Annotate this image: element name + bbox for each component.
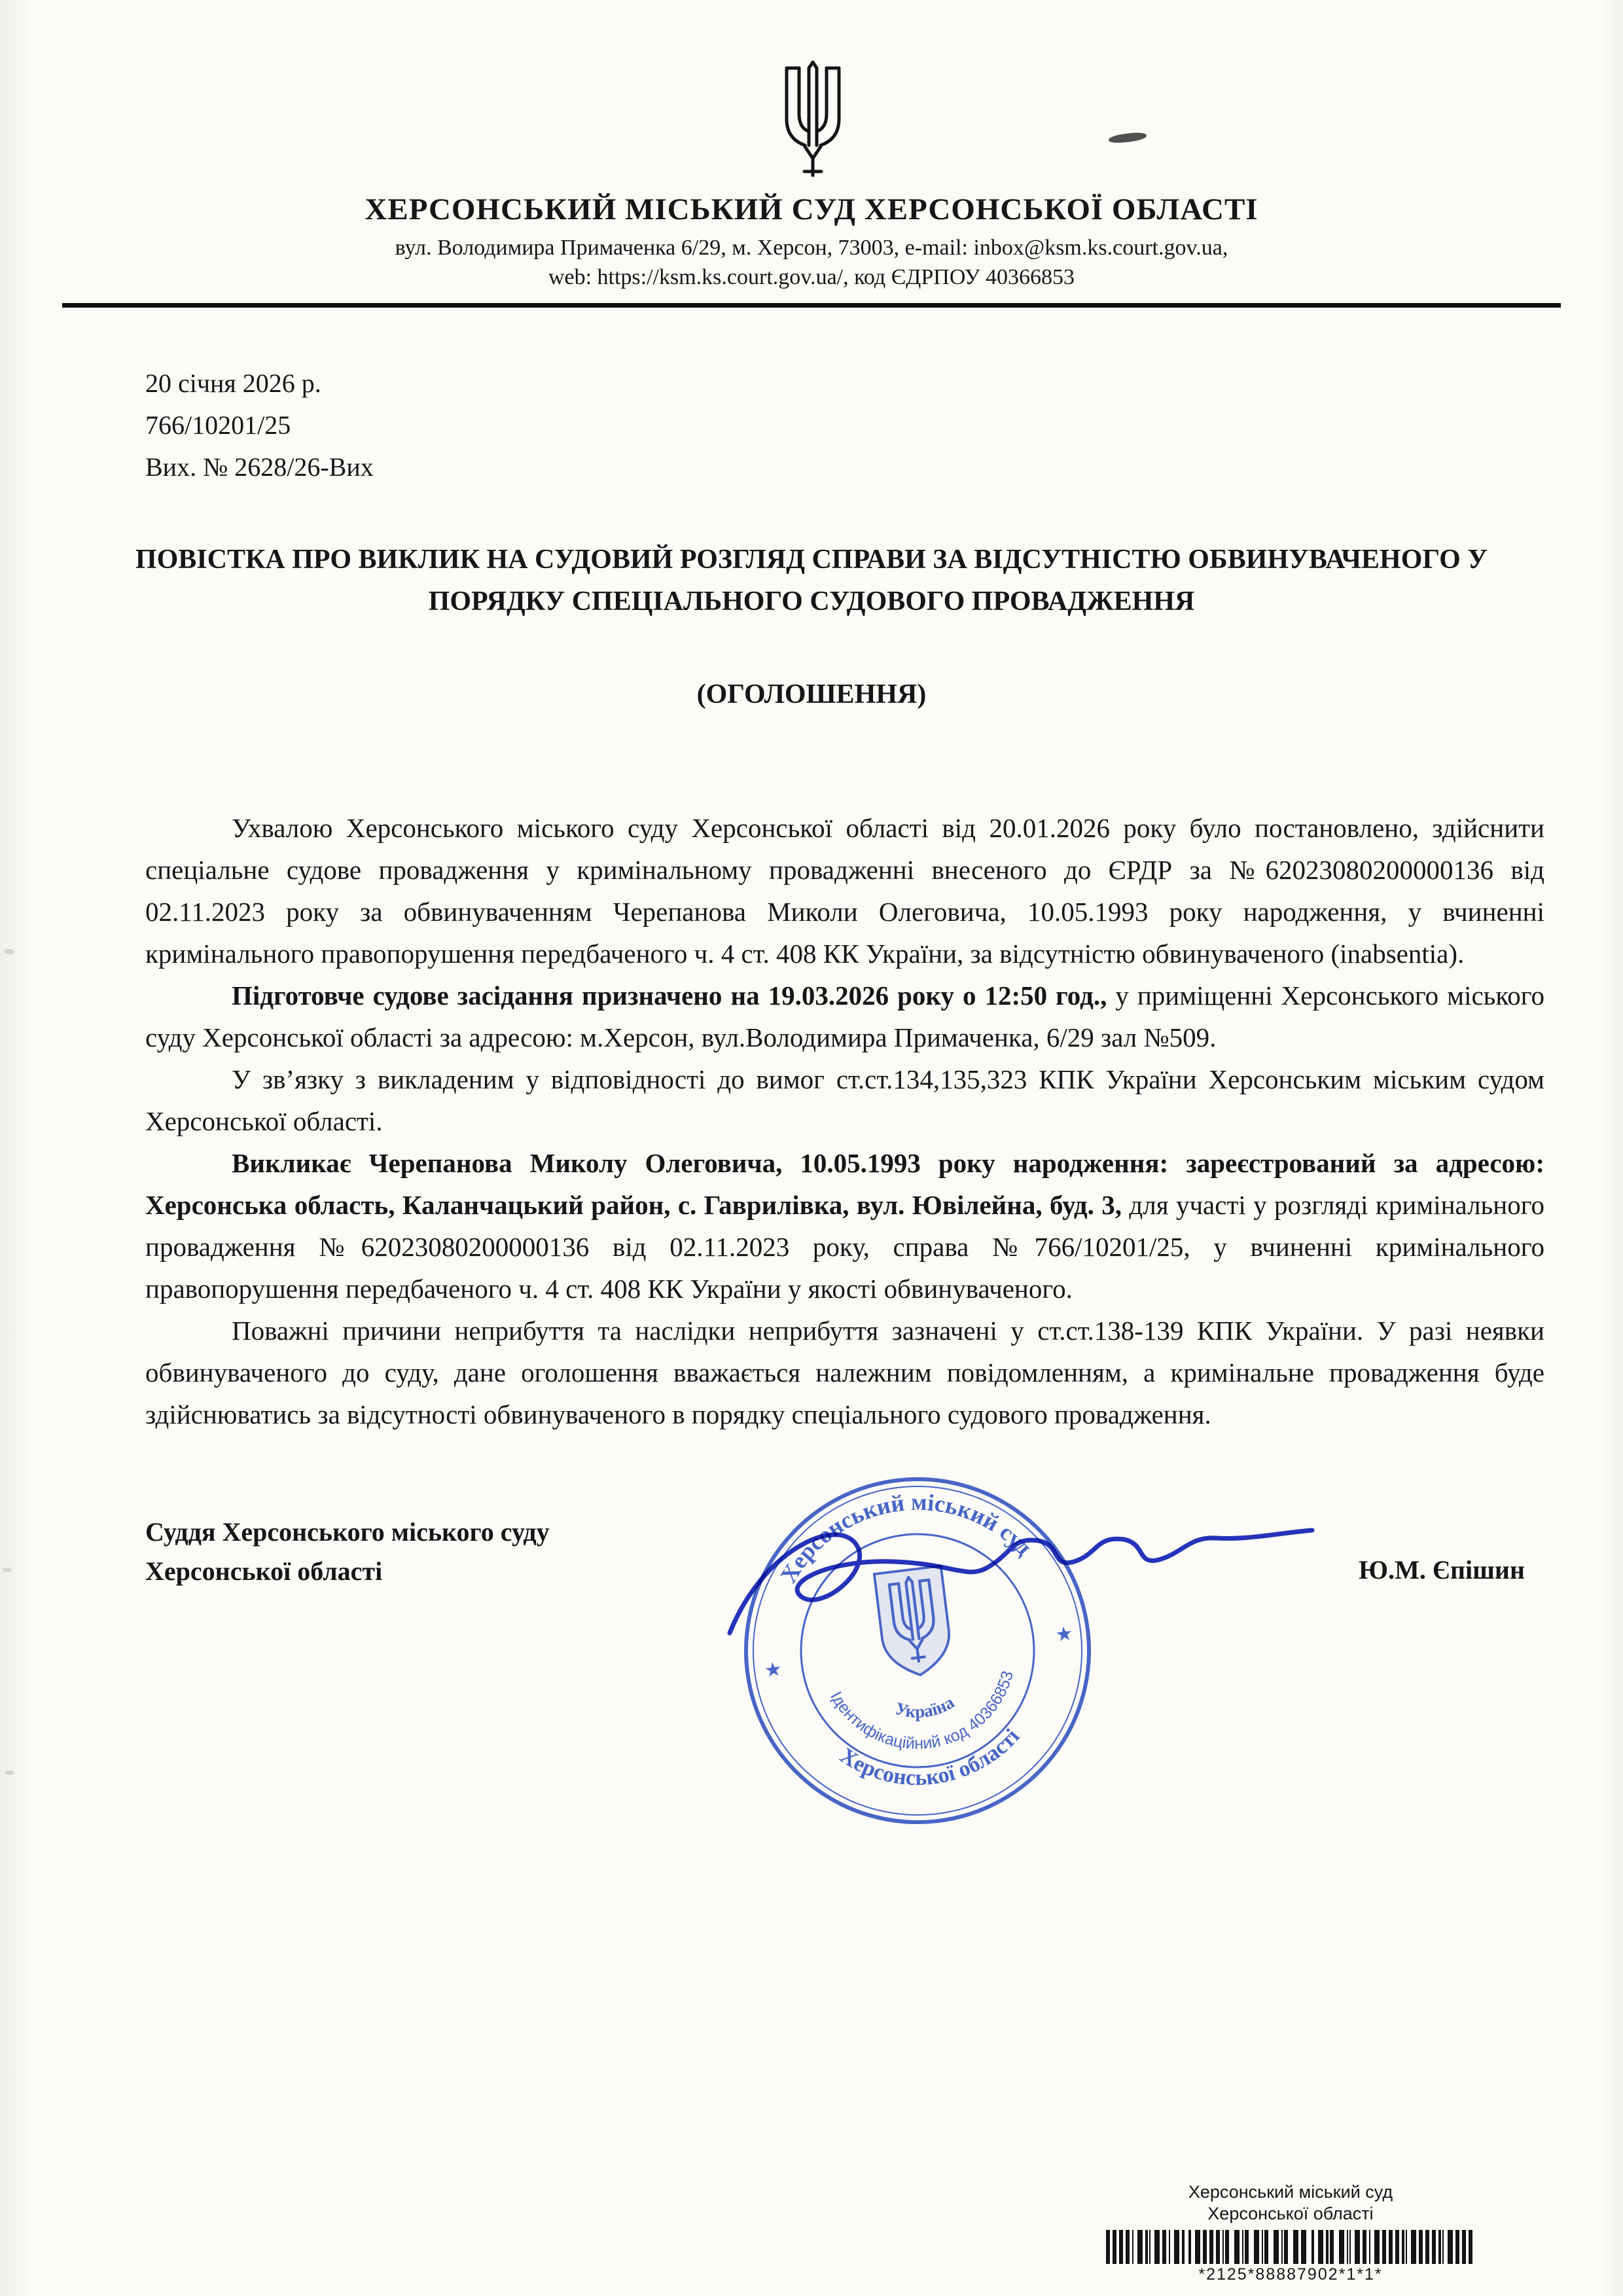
paragraph-segment: Поважні причини неприбуття та наслідки неприбуття зазначені у ст.ст.138-139 КПК України. У разі неявки обвинуваченого до суду, дане оголошення вважається належним повідомленням, а кримінальне провадження буде здійснюватись за відсутності обвинуваченого в порядку спеціального судового провадження. bbox=[145, 1316, 1544, 1430]
document-meta bbox=[145, 363, 1623, 488]
barcode-bar bbox=[1469, 2230, 1472, 2264]
barcode-bar bbox=[1162, 2230, 1166, 2264]
document-footer bbox=[1042, 2181, 1539, 2284]
barcode-bar bbox=[1169, 2230, 1170, 2264]
barcode-bar bbox=[1132, 2230, 1133, 2264]
court-stamp bbox=[713, 1446, 1122, 1855]
paragraph-segment-bold: Викликає Черепанова Миколу Олеговича, 10.05.1993 року народження: зареєстрований за адресою: Херсонська область, Каланчацький район, с. Гаврилівка, вул. Ювілейна, буд. 3, bbox=[145, 1148, 1544, 1221]
barcode-bar bbox=[1149, 2230, 1150, 2264]
barcode-bar bbox=[1106, 2230, 1110, 2264]
document-title: ПОВІСТКА ПРО ВИКЛИК НА СУДОВИЙ РОЗГЛЯД СПРАВИ ЗА ВІДСУТНІСТЮ ОБВИНУВАЧЕНОГО У ПОРЯДКУ СПЕЦІАЛЬНОГО СУДОВОГО ПРОВАДЖЕННЯ bbox=[135, 544, 1488, 617]
footer-court-line-1: Херсонський міський суд bbox=[1188, 2182, 1393, 2202]
barcode-bar bbox=[1442, 2230, 1444, 2264]
body-paragraph bbox=[145, 1142, 1544, 1310]
barcode-bar bbox=[1432, 2230, 1436, 2264]
barcode-bar bbox=[1318, 2230, 1323, 2264]
outgoing-number: Вих. № 2628/26-Вих bbox=[145, 452, 374, 482]
barcode-bar bbox=[1363, 2230, 1366, 2264]
paragraph-segment: для участі у розгляді кримінального провадження №62023080200000136 від 02.11.2023 року, справа №766/10201/25, у вчиненні кримінального правопорушення передбаченого ч. 4 ст. 408 КК України у якості обвинуваченого. bbox=[145, 1190, 1544, 1304]
barcode-bar bbox=[1330, 2230, 1334, 2264]
paragraph-segment: У зв’язку з викладеним у відповідності до вимог ст.ст.134,135,323 КПК України Херсонським міським судом Херсонської області. bbox=[145, 1064, 1544, 1137]
ukraine-trident-icon bbox=[770, 59, 853, 183]
stamp-ring-top-text: Херсонський міський суд bbox=[775, 1488, 1038, 1588]
paragraph-segment: у приміщенні Херсонського міського суду Херсонської області за адресою: м.Херсон, вул.Володимира Примаченка, 6/29 зал №509. bbox=[145, 980, 1545, 1053]
scan-edge-artifact bbox=[3, 1568, 12, 1572]
stamp-star-right: ★ bbox=[1054, 1622, 1075, 1647]
body-paragraph bbox=[145, 1310, 1544, 1435]
document-date: 20 січня 2026 р. bbox=[145, 368, 321, 398]
barcode-bar bbox=[1349, 2230, 1351, 2264]
scan-edge-artifact bbox=[5, 1770, 14, 1775]
barcode-bar bbox=[1406, 2230, 1407, 2264]
court-address-line: вул. Володимира Примаченка 6/29, м. Херсон, 73003, e-mail: inbox@ksm.ks.court.gov.ua, bbox=[395, 236, 1228, 260]
barcode-bar bbox=[1264, 2230, 1268, 2264]
footer-court-line-2: Херсонської області bbox=[1207, 2204, 1374, 2224]
stamp-country-text: Україна bbox=[893, 1692, 958, 1722]
barcode-bar bbox=[1301, 2230, 1306, 2264]
barcode-bar bbox=[1203, 2230, 1207, 2264]
barcode-bar bbox=[1222, 2230, 1224, 2264]
barcode-bar bbox=[1311, 2230, 1314, 2264]
court-web-line: web: https://ksm.ks.court.gov.ua/, код ЄДРПОУ 40366853 bbox=[548, 264, 1075, 289]
barcode-bar bbox=[1425, 2230, 1429, 2264]
barcode-bar bbox=[1347, 2230, 1348, 2264]
barcode-bar bbox=[1389, 2230, 1393, 2264]
barcode-bar bbox=[1274, 2230, 1279, 2264]
barcode-bar bbox=[1284, 2230, 1288, 2264]
paragraph-segment: Ухвалою Херсонського міського суду Херсонської області від 20.01.2026 року було постановлено, здійснити спеціальне судове провадження у кримінальному провадженні внесеного до ЄРДР за №62023080200000136 від 02.11.2023 року за обвинуваченням Черепанова Миколи Олеговича, 10.05.1993 року народження, у вчиненні кримінального правопорушення передбаченого ч. 4 ст. 408 КК України, за відсутністю обвинуваченого (inabsentia). bbox=[145, 813, 1544, 969]
document-subtitle: (ОГОЛОШЕННЯ) bbox=[696, 679, 927, 710]
barcode-bar bbox=[1369, 2230, 1370, 2264]
barcode-bar bbox=[1455, 2230, 1459, 2264]
barcode-bar bbox=[1195, 2230, 1200, 2264]
judge-title-line-2: Херсонської області bbox=[145, 1556, 383, 1587]
footer-court-name bbox=[1042, 2181, 1539, 2225]
barcode-bar bbox=[1339, 2230, 1344, 2264]
letterhead bbox=[0, 0, 1623, 308]
svg-text:Херсонської області bbox=[833, 1722, 1029, 1801]
barcode-bar bbox=[1281, 2230, 1283, 2264]
barcode-bar bbox=[1262, 2230, 1263, 2264]
stamp-ring-bottom-text: Херсонської області bbox=[835, 1724, 1025, 1791]
svg-text:Україна bbox=[891, 1691, 959, 1725]
barcode-bar bbox=[1419, 2230, 1423, 2264]
barcode-bar bbox=[1182, 2230, 1185, 2264]
barcode-bar bbox=[1113, 2230, 1116, 2264]
barcode-bar bbox=[1355, 2230, 1360, 2264]
barcode-bar bbox=[1462, 2230, 1466, 2264]
stamp-id-code-text: Ідентифікаційний код 40366853 bbox=[827, 1668, 1018, 1753]
stamp-star-left: ★ bbox=[763, 1658, 783, 1682]
case-number: 766/10201/25 bbox=[145, 410, 291, 440]
body-paragraph bbox=[145, 807, 1544, 975]
barcode-bar bbox=[1154, 2230, 1160, 2264]
paragraph-segment-bold: Підготовче судове засідання призначено на 19.03.2026 року о 12:50 год., bbox=[232, 980, 1107, 1011]
scan-edge-artifact bbox=[4, 949, 14, 954]
barcode-bar bbox=[1209, 2230, 1213, 2264]
svg-text:Ідентифікаційний код 40366853 bbox=[826, 1667, 1026, 1764]
judge-title bbox=[145, 1513, 550, 1591]
judge-title-line-1: Суддя Херсонського міського суду bbox=[145, 1517, 550, 1547]
barcode-bar bbox=[1395, 2230, 1399, 2264]
barcode-bar bbox=[1245, 2230, 1249, 2264]
barcode-bar bbox=[1374, 2230, 1380, 2264]
barcode-bar bbox=[1382, 2230, 1386, 2264]
barcode-bar bbox=[1234, 2230, 1240, 2264]
barcode-bar bbox=[1254, 2230, 1259, 2264]
barcode-bar bbox=[1438, 2230, 1441, 2264]
court-name: ХЕРСОНСЬКИЙ МІСЬКИЙ СУД ХЕРСОНСЬКОЇ ОБЛАСТІ bbox=[365, 192, 1258, 226]
body-paragraph bbox=[145, 1058, 1544, 1142]
barcode-bar bbox=[1137, 2230, 1143, 2264]
barcode-bar bbox=[1326, 2230, 1329, 2264]
barcode-bar bbox=[1188, 2230, 1191, 2264]
barcode-value: *2125*88887902*1*1* bbox=[1198, 2265, 1383, 2284]
barcode-bar bbox=[1174, 2230, 1179, 2264]
barcode-bar bbox=[1126, 2230, 1130, 2264]
barcode bbox=[1042, 2230, 1539, 2264]
header-divider bbox=[62, 303, 1561, 308]
signature-block bbox=[145, 1513, 1525, 1591]
judge-name: Ю.М. Єпішин bbox=[1359, 1555, 1525, 1585]
barcode-bar bbox=[1293, 2230, 1298, 2264]
barcode-bar bbox=[1402, 2230, 1404, 2264]
barcode-bar bbox=[1216, 2230, 1220, 2264]
body-paragraphs bbox=[145, 807, 1544, 1435]
barcode-bar bbox=[1242, 2230, 1243, 2264]
barcode-bar bbox=[1448, 2230, 1453, 2264]
title-block bbox=[131, 539, 1492, 711]
barcode-bar bbox=[1411, 2230, 1416, 2264]
barcode-bar bbox=[1225, 2230, 1229, 2264]
barcode-bar bbox=[1145, 2230, 1148, 2264]
body-paragraph bbox=[145, 975, 1544, 1058]
barcode-bar bbox=[1119, 2230, 1123, 2264]
